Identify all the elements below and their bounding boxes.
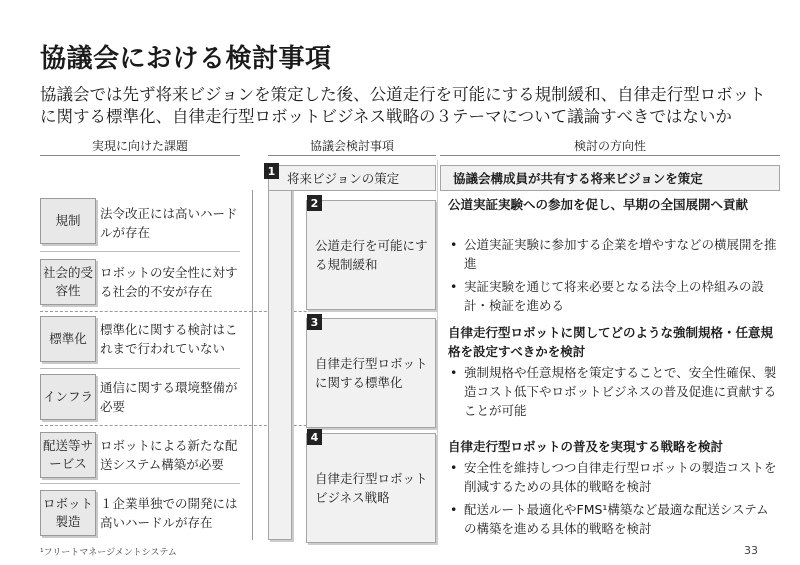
column-divider [252, 190, 253, 540]
category-regulation: 規制 [40, 198, 96, 244]
item-label: 将来ビジョンの策定 [287, 171, 400, 186]
header-underline-issues [40, 155, 240, 156]
number-badge-3: 3 [307, 314, 322, 330]
category-infrastructure: インフラ [40, 374, 96, 420]
direction-heading-deregulation: 公道実証実験への参加を促し、早期の全国展開へ貢献 [448, 197, 749, 212]
bullet-item: • 公道実証実験に参加する企業を増やすなどの横展開を推進 [448, 235, 780, 273]
issue-text-delivery-service: ロボットによる新たな配送システム構築が必要 [100, 438, 238, 472]
direction-heading-standardization: 自律走行型ロボットに関してどのような強制規格・任意規格を設定すべきかを検討 [448, 325, 774, 359]
header-underline-items [268, 155, 436, 156]
page-subtitle: 協議会では先ず将来ビジョンを策定した後、公道走行を可能にする規制緩和、自律走行型ロボットに関する標準化、自律走行型ロボットビジネス戦略の３テーマについて議論すべきではないか [40, 85, 766, 126]
category-delivery-service: 配送等サービス [40, 432, 96, 478]
category-social-acceptance: 社会的受容性 [40, 259, 96, 305]
column-header-issues: 実現に向けた課題 [91, 139, 188, 153]
item-future-vision [268, 165, 436, 191]
issue-text-infrastructure: 通信に関する環境整備が必要 [100, 380, 238, 414]
direction-bullets-standardization [448, 363, 780, 424]
section-divider [40, 311, 436, 312]
number-badge-1: 1 [264, 163, 279, 179]
issue-text-standardization: 標準化に関する検討はこれまで行われていない [100, 322, 238, 356]
direction-bullets-business-strategy [448, 458, 780, 542]
column-divider [437, 160, 438, 540]
page-number: 33 [744, 544, 758, 557]
category-robot-manufacturing: ロボット製造 [40, 490, 96, 536]
bullet-item: • 配送ルート最適化やFMS¹構築など最適な配送システムの構築を進める具体的戦略を検討 [448, 500, 780, 538]
issue-text-regulation: 法令改正には高いハードルが存在 [100, 206, 238, 240]
column-header-direction: 検討の方向性 [573, 139, 646, 153]
category-standardization: 標準化 [40, 316, 96, 362]
item-deregulation [306, 200, 436, 310]
issue-text-robot-manufacturing: １企業単独での開発には高いハードルが存在 [100, 496, 238, 530]
item-label: 公道走行を可能にする規制緩和 [315, 238, 428, 272]
row-divider [40, 251, 240, 252]
bullet-item: • 安全性を維持しつつ自律走行型ロボットの製造コストを削減するための具体的戦略を検討 [448, 458, 780, 496]
bullet-item: • 強制規格や任意規格を策定することで、安全性確保、製造コスト低下やロボットビジネスの普及促進に貢献することが可能 [448, 363, 780, 420]
direction-heading-business-strategy: 自律走行型ロボットの普及を実現する戦略を検討 [448, 439, 724, 454]
item-frame [268, 165, 292, 540]
direction-bullets-deregulation [448, 235, 780, 319]
item-label: 自律走行型ロボットに関する標準化 [315, 356, 428, 390]
row-divider [40, 368, 240, 369]
header-underline-direction [440, 155, 780, 156]
row-divider [40, 483, 240, 484]
number-badge-2: 2 [307, 195, 322, 211]
bullet-item: • 実証実験を通じて将来必要となる法令上の枠組みの設計・検証を進める [448, 277, 780, 315]
footnote: ¹フリートマネージメントシステム [40, 548, 177, 558]
number-badge-4: 4 [307, 429, 322, 445]
column-header-items: 協議会検討事項 [309, 139, 394, 153]
item-label: 自律走行型ロボットビジネス戦略 [315, 471, 428, 505]
direction-vision: 協議会構成員が共有する将来ビジョンを策定 [440, 165, 780, 191]
item-standardization [306, 318, 436, 428]
issue-text-social-acceptance: ロボットの安全性に対する社会的不安が存在 [100, 265, 238, 299]
page-title: 協議会における検討事項 [40, 44, 332, 74]
item-business-strategy [306, 433, 436, 543]
